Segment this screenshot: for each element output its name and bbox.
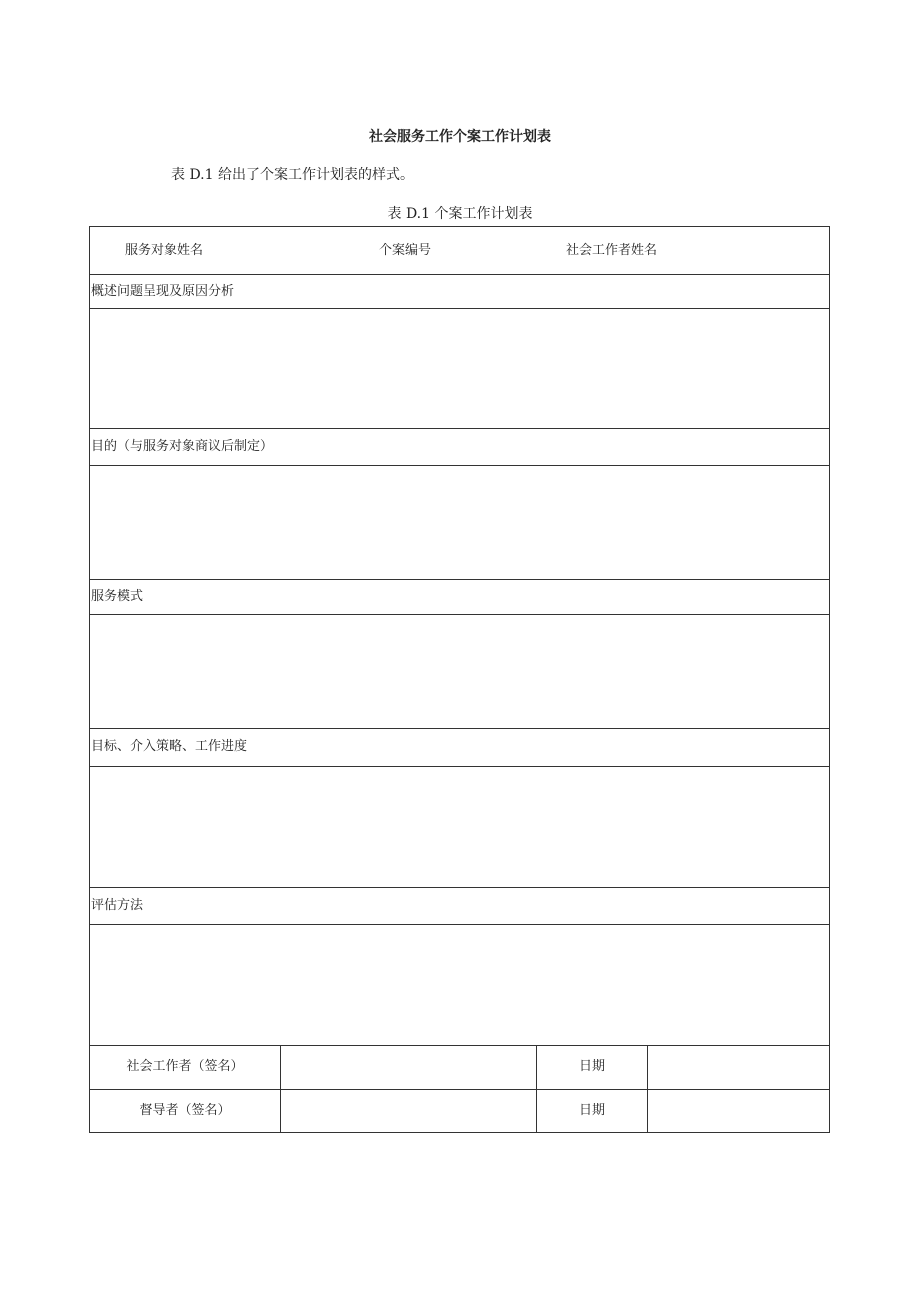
row-divider xyxy=(90,887,829,888)
section-goals-strategy-label: 目标、介入策略、工作进度 xyxy=(91,739,248,754)
social-worker-signature-label: 社会工作者（签名） xyxy=(126,1059,244,1074)
supervisor-date-label: 日期 xyxy=(578,1103,605,1118)
section-purpose-label: 目的（与服务对象商议后制定） xyxy=(91,439,274,454)
problem-analysis-input-area[interactable] xyxy=(91,309,828,428)
case-number-label: 个案编号 xyxy=(379,243,432,258)
table-caption: 表 D.1 个案工作计划表 xyxy=(387,206,533,222)
social-worker-name-label: 社会工作者姓名 xyxy=(566,243,658,258)
document-title: 社会服务工作个案工作计划表 xyxy=(369,129,551,145)
row-divider xyxy=(90,274,829,275)
supervisor-signature-label: 督导者（签名） xyxy=(139,1103,231,1118)
purpose-input-area[interactable] xyxy=(91,466,828,579)
goals-strategy-input-area[interactable] xyxy=(91,767,828,887)
supervisor-date-field[interactable] xyxy=(648,1090,828,1132)
intro-text: 表 D.1 给出了个案工作计划表的样式。 xyxy=(171,167,414,183)
supervisor-signature-field[interactable] xyxy=(281,1090,535,1132)
evaluation-method-input-area[interactable] xyxy=(91,925,828,1045)
social-worker-date-field[interactable] xyxy=(648,1046,828,1088)
case-plan-form xyxy=(89,226,830,1133)
section-problem-analysis-label: 概述问题呈现及原因分析 xyxy=(91,284,235,299)
row-divider xyxy=(90,428,829,429)
social-worker-signature-field[interactable] xyxy=(281,1046,535,1088)
row-divider xyxy=(90,579,829,580)
social-worker-date-label: 日期 xyxy=(578,1059,605,1074)
section-evaluation-method-label: 评估方法 xyxy=(91,898,144,913)
service-mode-input-area[interactable] xyxy=(91,615,828,728)
client-name-label: 服务对象姓名 xyxy=(125,243,204,258)
section-service-mode-label: 服务模式 xyxy=(91,589,144,604)
row-divider xyxy=(90,728,829,729)
